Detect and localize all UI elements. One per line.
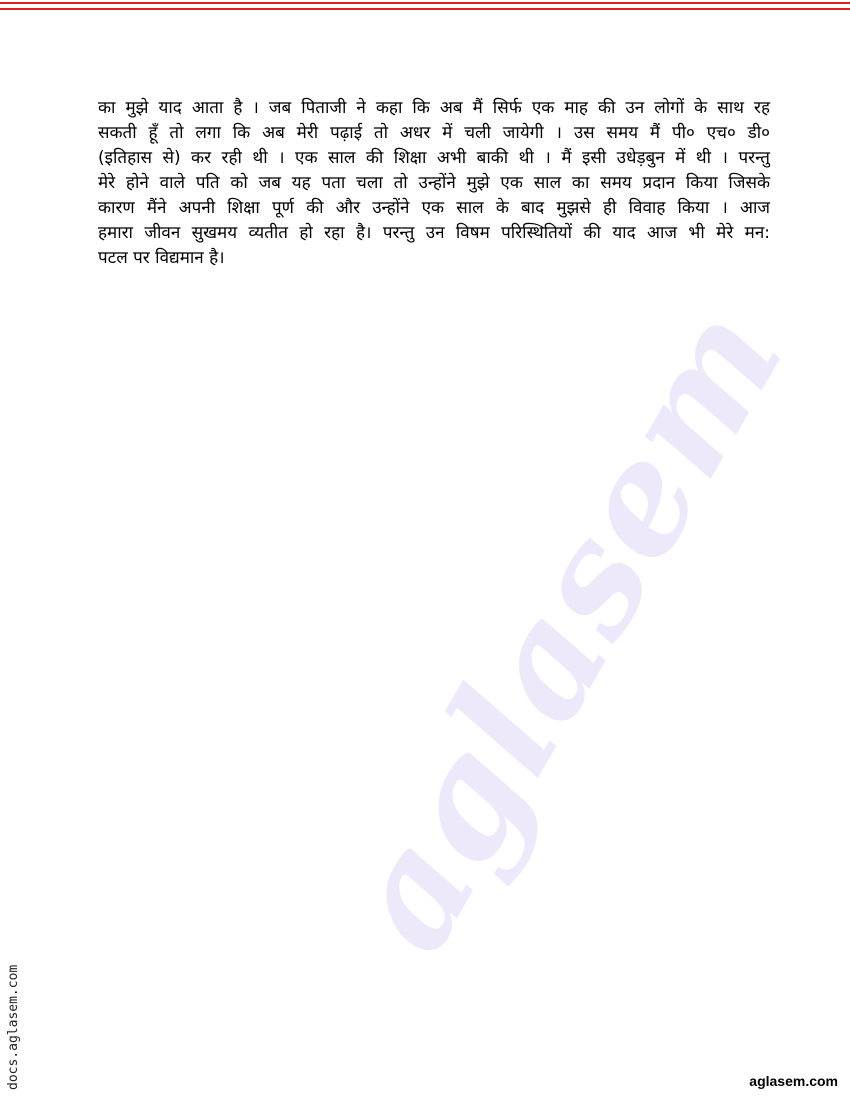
paragraph-line: कारण मैंने अपनी शिक्षा पूर्ण की और उन्होंने एक साल के बाद मुझसे ही विवाह किया । आज — [98, 198, 770, 218]
footer-brand: aglasem.com — [749, 1073, 838, 1089]
side-url-text: docs.aglasem.com — [6, 964, 21, 1090]
watermark-logo: aglasem — [311, 277, 818, 979]
header-rule-bottom — [0, 8, 850, 10]
paragraph-line: का मुझे याद आता है । जब पिताजी ने कहा कि अब मैं सिर्फ एक माह की उन लोगों के साथ रह — [98, 98, 770, 118]
paragraph-line: हमारा जीवन सुखमय व्यतीत हो रहा है। परन्तु उन विषम परिस्थितियों की याद आज भी मेरे मन: — [98, 223, 770, 243]
paragraph-line: पटल पर विद्यमान है। — [98, 248, 225, 268]
paragraph-line: सकती हूँ तो लगा कि अब मेरी पढ़ाई तो अधर में चली जायेगी । उस समय मैं पी० एच० डी० — [98, 123, 770, 143]
paragraph-line: मेरे होने वाले पति को जब यह पता चला तो उन्होंने मुझे एक साल का समय प्रदान किया जिसके — [98, 173, 770, 193]
paragraph-line: (इतिहास से) कर रही थी । एक साल की शिक्षा अभी बाकी थी । मैं इसी उधेड़बुन में थी । परन्तु — [98, 148, 770, 168]
header-rule-top — [0, 2, 850, 4]
body-paragraph — [98, 96, 770, 271]
